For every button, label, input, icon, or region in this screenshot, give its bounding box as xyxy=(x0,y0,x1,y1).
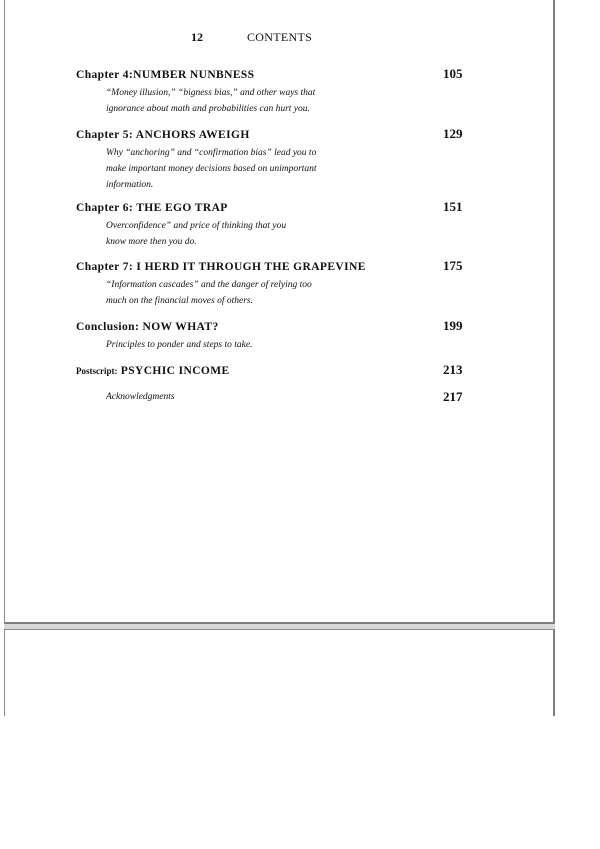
toc-entry-chapter-7 xyxy=(76,260,496,309)
chapter-title: ANCHORS AWEIGH xyxy=(135,129,250,141)
toc-page-number: 175 xyxy=(443,258,463,273)
description-line: Overconfidence” and price of thinking that you xyxy=(106,221,287,231)
toc-entry-conclusion xyxy=(76,320,496,353)
toc-entry-postscript xyxy=(76,364,496,379)
chapter-label: Chapter 6: xyxy=(76,202,134,214)
toc-page-number: 217 xyxy=(443,389,463,404)
chapter-label: Postscript: xyxy=(76,366,118,376)
toc-entry-chapter-4 xyxy=(76,68,496,117)
toc-entry-acknowledgments: Acknowledgments xyxy=(106,392,175,402)
chapter-title: PSYCHIC INCOME xyxy=(120,365,230,377)
chapter-description xyxy=(106,85,366,117)
chapter-heading xyxy=(76,260,496,275)
chapter-description xyxy=(106,277,366,309)
page-title: CONTENTS xyxy=(247,30,313,44)
description-line: know more then you do. xyxy=(106,237,197,247)
chapter-heading xyxy=(76,68,496,83)
description-line: much on the financial moves of others. xyxy=(106,296,253,306)
chapter-label: Chapter 4: xyxy=(76,69,134,81)
description-line: “Money illusion,” “bigness bias,” and other ways that xyxy=(106,88,316,98)
chapter-label: Chapter 7: xyxy=(76,261,134,273)
chapter-title: I HERD IT THROUGH THE GRAPEVINE xyxy=(136,261,366,273)
chapter-heading xyxy=(76,128,496,143)
description-line: Why “anchoring” and “confirmation bias” lead you to xyxy=(106,148,317,158)
chapter-heading xyxy=(76,320,496,335)
toc-page-number: 129 xyxy=(443,126,463,141)
chapter-heading xyxy=(76,201,496,216)
toc-page-number: 199 xyxy=(443,318,463,333)
next-document-page xyxy=(4,629,555,716)
toc-page-number: 213 xyxy=(443,362,463,377)
chapter-title: NOW WHAT? xyxy=(142,321,219,333)
description-line: ignorance about math and probabilities can hurt you. xyxy=(106,104,310,114)
description-line: make important money decisions based on unimportant xyxy=(106,164,317,174)
toc-entry-chapter-5 xyxy=(76,128,496,193)
chapter-title: THE EGO TRAP xyxy=(136,202,228,214)
description-line: Principles to ponder and steps to take. xyxy=(106,340,253,350)
chapter-heading xyxy=(76,364,496,379)
document-page xyxy=(4,0,555,624)
description-line: information. xyxy=(106,180,154,190)
chapter-description xyxy=(106,337,366,353)
toc-page-number: 151 xyxy=(443,199,463,214)
chapter-title: NUMBER NUNBNESS xyxy=(133,69,255,81)
chapter-description xyxy=(106,145,366,193)
toc-entry-chapter-6 xyxy=(76,201,496,250)
chapter-description xyxy=(106,218,366,250)
page-number: 12 xyxy=(191,30,203,44)
toc-page-number: 105 xyxy=(443,66,463,81)
description-line: “Information cascades” and the danger of relying too xyxy=(106,280,312,290)
chapter-label: Chapter 5: xyxy=(76,129,134,141)
chapter-label: Conclusion: xyxy=(76,321,140,333)
